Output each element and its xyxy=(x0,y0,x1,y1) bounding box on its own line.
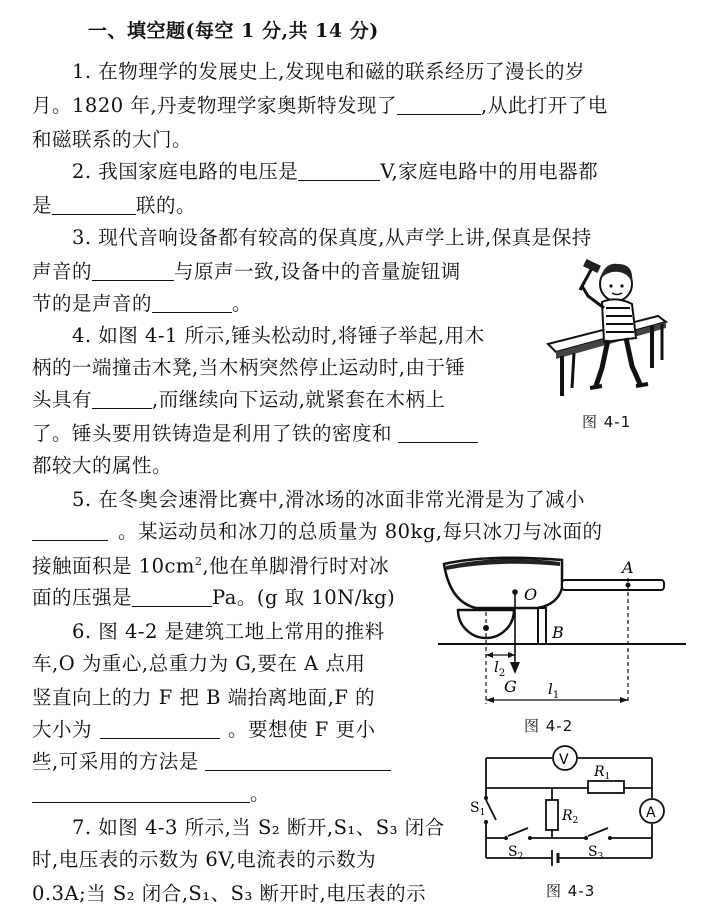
fig2-label-l1: $l_1$ xyxy=(548,680,560,701)
q6-line3: 竖直向上的力 F 把 B 端抬离地面,F 的 xyxy=(32,686,376,709)
q1-line3: 和磁联系的大门。 xyxy=(32,128,193,151)
q5-line4: 面的压强是 Pa。(g 取 10N/kg) xyxy=(32,586,396,609)
q5-blank-2[interactable] xyxy=(132,588,212,607)
s1-label: $S_1$ xyxy=(470,800,486,818)
q4-line4: 了。锤头要用铁铸造是利用了铁的密度和 xyxy=(32,424,478,444)
q3-line2: 声音的 与原声一致,设备中的音量旋钮调 xyxy=(32,260,461,283)
q4-line1: 4. 如图 4-1 所示,锤头松动时,将锤子举起,用木 xyxy=(72,324,485,347)
q6-line6: 。 xyxy=(32,784,270,804)
r2-label: $R_2$ xyxy=(562,808,579,826)
s2-label: $S_2$ xyxy=(508,844,524,862)
q5-blank-1[interactable] xyxy=(32,522,108,541)
q6-line4: 大小为 。要想使 F 更小 xyxy=(32,718,376,741)
q2-line1: 2. 我国家庭电路的电压是 V,家庭电路中的用电器都 xyxy=(72,160,599,183)
q2-blank-connection[interactable] xyxy=(52,196,136,215)
q4-line3: 头具有 ,而继续向下运动,就紧套在木柄上 xyxy=(32,388,446,411)
q5-line3: 接触面积是 $10cm^2$,他在单脚滑行时对冰 xyxy=(32,554,390,578)
q3-blank-2[interactable] xyxy=(152,294,232,313)
section-title: 一、填空题(每空 1 分,共 14 分) xyxy=(88,20,379,42)
figure-4-2-wheelbarrow-diagram xyxy=(438,552,688,712)
q6-blank-2[interactable] xyxy=(205,752,391,771)
q4-line2: 柄的一端撞击木凳,当木柄突然停止运动时,由于锤 xyxy=(32,356,466,379)
q7-line1: 7. 如图 4-3 所示,当 S₂ 断开,S₁、S₃ 闭合 xyxy=(72,816,445,839)
voltmeter-label: V xyxy=(559,752,569,768)
r1-label: $R_1$ xyxy=(594,764,611,782)
fig2-label-O: O xyxy=(524,585,538,604)
q1-line1: 1. 在物理学的发展史上,发现电和磁的联系经历了漫长的岁 xyxy=(72,60,586,83)
q3-line3: 节的是声音的 。 xyxy=(32,292,253,315)
q4-line5: 都较大的属性。 xyxy=(32,454,173,477)
q6-line2: 车,O 为重心,总重力为 G,要在 A 点用 xyxy=(32,652,366,675)
q5-line1: 5. 在冬奥会速滑比赛中,滑冰场的冰面非常光滑是为了减小 xyxy=(72,488,586,511)
figure-4-2-caption: 图 4-2 xyxy=(524,717,574,735)
fig2-label-G: G xyxy=(504,677,517,696)
q3-line1: 3. 现代音响设备都有较高的保真度,从声学上讲,保真是保持 xyxy=(72,226,592,249)
fig2-label-A: A xyxy=(622,558,634,577)
q6-blank-1[interactable] xyxy=(100,720,220,739)
figure-4-3-circuit-diagram xyxy=(468,742,698,878)
s3-label: $S_3$ xyxy=(588,844,604,862)
figure-4-3-caption: 图 4-3 xyxy=(546,882,596,900)
q4-blank-1[interactable] xyxy=(92,390,152,409)
fig2-label-B: B xyxy=(552,623,564,642)
q6-blank-2-cont[interactable] xyxy=(32,784,250,803)
figure-4-1-hammer-illustration xyxy=(540,256,670,406)
q4-blank-2[interactable] xyxy=(398,424,478,443)
q2-blank-voltage[interactable] xyxy=(298,162,380,181)
figure-4-1-caption: 图 4-1 xyxy=(582,413,632,431)
fig2-label-l2: $l_2$ xyxy=(494,658,506,679)
q6-line5: 些,可采用的方法是 xyxy=(32,752,391,772)
q1-blank[interactable] xyxy=(397,96,481,115)
q1-line2: 月。1820 年,丹麦物理学家奥斯特发现了 ,从此打开了电 xyxy=(32,94,608,117)
q7-line3: 0.3A;当 S₂ 闭合,S₁、S₃ 断开时,电压表的示 xyxy=(32,882,427,905)
q3-blank-1[interactable] xyxy=(92,262,174,281)
q6-line1: 6. 图 4-2 是建筑工地上常用的推料 xyxy=(72,620,385,643)
q5-line2: 。某运动员和冰刀的总质量为 80kg,每只冰刀与冰面的 xyxy=(32,522,603,542)
q2-line2: 是 联的。 xyxy=(32,194,197,217)
q7-line2: 时,电压表的示数为 6V,电流表的示数为 xyxy=(32,848,377,871)
ammeter-label: A xyxy=(646,805,656,821)
